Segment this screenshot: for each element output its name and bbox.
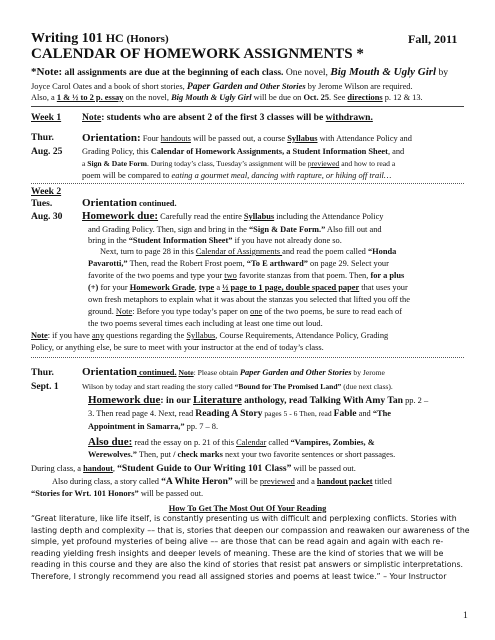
page-number: 1 [463,610,468,621]
week2-label: Week 2 [31,186,62,197]
calendar-title: CALENDAR OF HOMEWORK ASSIGNMENTS * [31,46,364,62]
divider [31,106,464,107]
sept1-homework: Homework due: in our Literature anthology, read Talking With Amy Tan pp. 2 – [88,394,429,406]
note-line-1: *Note: all assignments are due at the beginning of each class. One novel, Big Mouth & Ugly Girl by [31,66,449,78]
note-line-3: Also, a 1 & ½ to 2 p. essay on the novel, Big Mouth & Ugly Girl will be due on Oct. 25. See directions p. 12 & 13. [31,93,423,102]
sept1-also-due: Also due: read the essay on p. 21 of this Calendar called “Vampires, Zombies, & [88,436,375,448]
sept1-orientation: Orientation continued. Note: Please obtain Paper Garden and Other Stories by Jerome [82,366,385,378]
week2-line-9: ground. Note: Before you type today’s paper on one of the two poems, be sure to read each of [88,307,402,316]
term-label: Fall, 2011 [408,32,458,46]
course-title: Writing 101 HC (Honors) [31,31,169,46]
reading-tips-body: “Great literature, like life itself, is constantly presenting us with difficult and perplexing conflicts. Stories with lasting depth and complexity –– that is, stories that deepen our compassion and reawaken our awareness of the simple, yet profound mysteries of being alive –– are those that can be read again and again with each re-reading yielding fresh insights and deeper levels of meaning. These are the kind of stories that we will be reading in this course and they are also the kind of stories that resist pat answers or simplistic interpretations. Therefore, I strongly recommend you read all assigned stories and poems at least twice.” – Your Instructor [31,514,470,581]
sept1-line-5: Appointment in Samarra,” pp. 7 – 8. [88,422,219,431]
note-line-2: Joyce Carol Oates and a book of short stories, Paper Garden and Other Stories by Jerome Wilson are required. [31,81,413,92]
during-line-2: Also during class, a story called “A White Heron” will be previewed and a handout packet titled [52,476,392,487]
during-line-3: “Stories for Wrt. 101 Honors” will be passed out. [31,489,204,498]
week2-line-6: favorite of the two poems and type your two favorite stanzas from that poem. Then, for a plus [88,271,405,280]
week1-note: Note: students who are absent 2 of the first 3 classes will be withdrawn. [82,112,373,123]
week2-line-7: (+) for your Homework Grade, type a ½ page to 1 page, double spaced paper that uses your [88,283,408,292]
week2-day: Tues. [31,198,53,209]
week1-date: Aug. 25 [31,146,63,157]
reading-tips-heading: How To Get The Most Out Of Your Reading [168,504,327,513]
week1-line-2: Grading Policy, this Calendar of Homework Assignments, a Student Information Sheet, and [82,147,405,156]
during-line-1: During class, a handout, “Student Guide to Our Writing 101 Class” will be passed out. [31,463,356,474]
sept1-line-2: Wilson by today and start reading the story called “Bound for The Promised Land” (due next class). [82,382,393,391]
week2-note-2: Policy, or anything else, be sure to meet with your instructor at the end of today’s class. [31,343,324,352]
week1-orientation: Orientation: Four handouts will be passed out, a course Syllabus with Attendance Policy and [82,132,412,144]
sept1-line-4: 3. Then read page 4. Next, read Reading A Story pages 5 - 6 Then, read Fable and “The [88,408,391,419]
week1-label: Week 1 [31,112,62,123]
sept1-line-7: Werewolves.” Then, put / check marks next your two favorite sentences or short passages. [88,450,396,459]
week2-date: Aug. 30 [31,211,63,222]
week2-orientation: Orientation continued. [82,197,177,209]
divider [31,357,464,358]
week1-line-3: a Sign & Date Form. During today’s class, Tuesday’s assignment will be previewed and how to read a [82,159,396,168]
week1-line-4: poem will be compared to eating a gourmet meal, dancing with rapture, or hiking off trail… [82,171,392,180]
week1-day: Thur. [31,132,54,143]
sept1-date: Sept. 1 [31,381,59,392]
week2-line-8: own fresh metaphors to explain what it was about the stanzas you selected that lifted you off the [88,295,410,304]
week2-line-4: Next, turn to page 28 in this Calendar of Assignments and read the poem called “Honda [100,247,397,256]
week2-homework: Homework due: Carefully read the entire Syllabus including the Attendance Policy [82,210,384,222]
week2-line-2: and Grading Policy. Then, sign and bring in the “Sign & Date Form.” Also fill out and [88,225,382,234]
week2-line-10: the two poems several times each including at least one time out loud. [88,319,323,328]
divider [31,183,464,184]
week2-line-5: Pavarotti,” Then, read the Robert Frost poem, “To E arthward” on page 29. Select your [88,259,389,268]
sept1-day: Thur. [31,367,54,378]
week2-line-3: bring in the “Student Information Sheet” if you have not already done so. [88,236,342,245]
week2-note-1: Note: if you have any questions regarding the Syllabus, Course Requirements, Attendance Policy, Grading [31,331,389,340]
